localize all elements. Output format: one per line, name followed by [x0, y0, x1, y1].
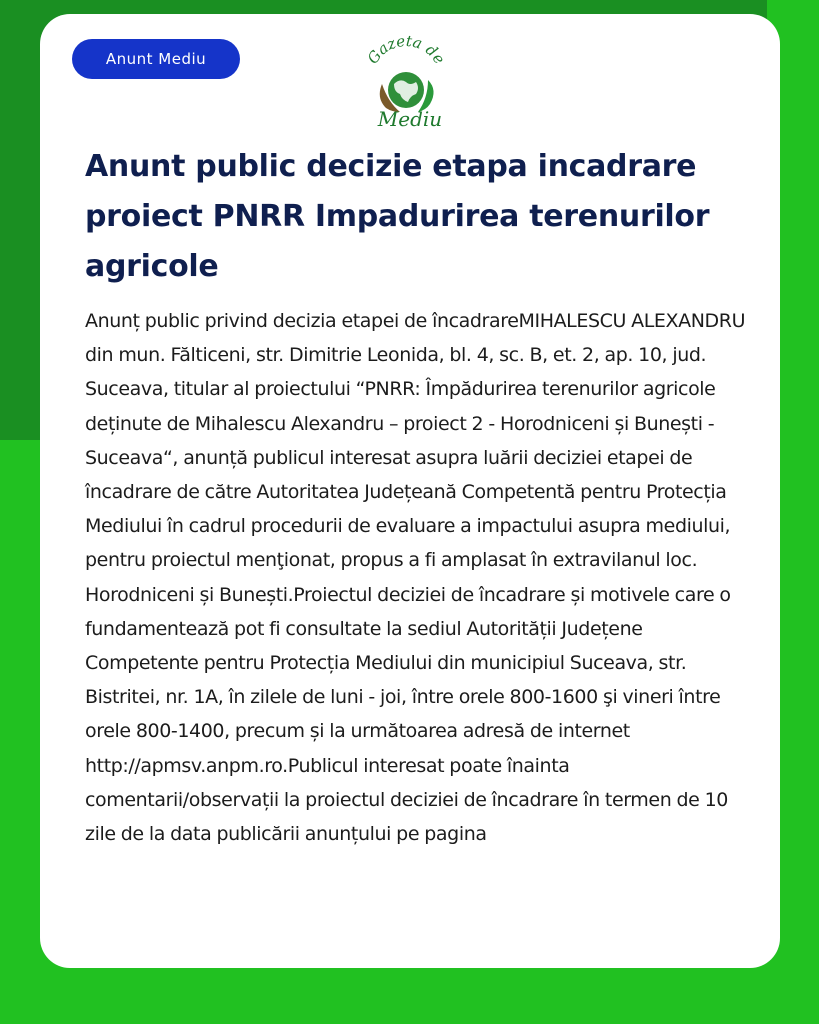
logo-text-bottom: Mediu: [377, 107, 443, 130]
article-card: [40, 14, 780, 968]
article-title: Anunt public decizie etapa incadrare proiect PNRR Impadurirea terenurilor agricole: [85, 149, 710, 284]
svg-text:Gazeta de: [364, 34, 449, 67]
gazeta-de-mediu-logo: [352, 34, 460, 130]
article-body: Anunț public privind decizia etapei de încadrareMIHALESCU ALEXANDRU din mun. Fălticeni, str. Dimitrie Leonida, bl. 4, sc. B, et. 2, ap. 10, jud. Suceava, titular al proiectului “PNRR: Împădurirea terenurilor agricole deținute de Mihalescu Alexandru – proiect 2 - Horodniceni și Bunești - Suceava“, anunță publicul interesat asupra luării deciziei etapei de încadrare de către Autoritatea Județeană Competentă pentru Protecția Mediului în cadrul procedurii de evaluare a impactului asupra mediului, pentru proiectul menţionat, propus a fi amplasat în extravilanul loc. Horodniceni și Bunești.Proiectul deciziei de încadrare și motivele care o fundamentează pot fi consultate la sediul Autorității Județene Competente pentru Protecția Mediului din municipiul Suceava, str. Bistritei, nr. 1A, în zilele de luni - joi, între orele 800-1600 şi vineri între orele 800-1400, precum și la următoarea adresă de internet http://apmsv.anpm.ro.Publicul interesat poate înainta comentarii/observații la proiectul deciziei de încadrare în termen de 10 zile de la data publicării anunțului pe pagina: [85, 310, 746, 846]
category-badge[interactable]: Anunt Mediu: [72, 39, 240, 79]
globe-leaves-icon: [380, 72, 434, 112]
logo-text-top: Gazeta de: [363, 34, 449, 68]
